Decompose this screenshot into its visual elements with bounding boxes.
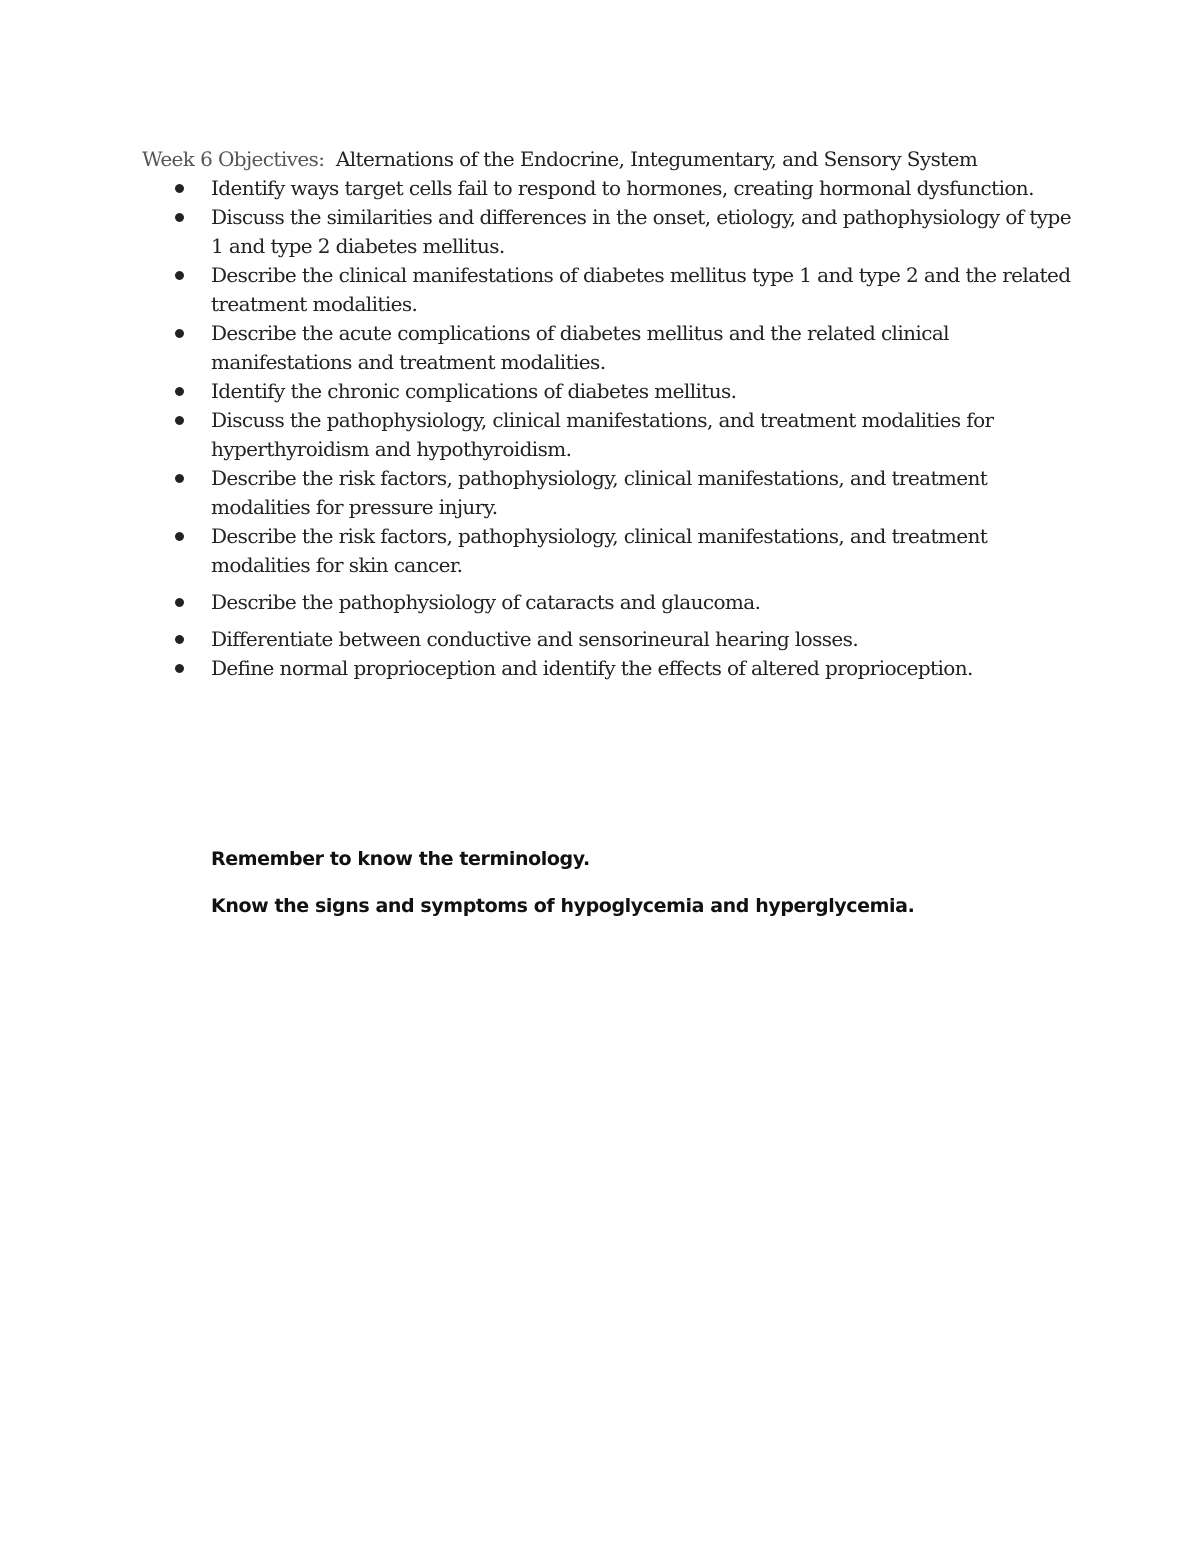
bullet-icon	[175, 635, 184, 644]
objective-text: Describe the risk factors, pathophysiology, clinical manifestations, and treatment modalities for pressure injury.	[211, 466, 988, 519]
objective-text: Identify ways target cells fail to respond to hormones, creating hormonal dysfunction.	[211, 176, 1034, 200]
objective-item	[0, 261, 1071, 319]
bullet-icon	[175, 329, 184, 338]
objective-item	[0, 522, 1071, 580]
bullet-icon	[175, 416, 184, 425]
bullet-icon	[175, 532, 184, 541]
objectives-list	[0, 174, 1200, 683]
terminology-reminder: Remember to know the terminology.	[211, 848, 590, 870]
bullet-icon	[175, 474, 184, 483]
objective-item	[0, 625, 1071, 654]
bullet-icon	[175, 213, 184, 222]
bullet-icon	[175, 387, 184, 396]
objective-text: Discuss the similarities and differences in the onset, etiology, and pathophysiology of type 1 and type 2 diabetes mellitus.	[211, 205, 1071, 258]
objective-item	[0, 203, 1071, 261]
objective-item	[0, 588, 1071, 617]
bullet-icon	[175, 664, 184, 673]
bullet-icon	[175, 598, 184, 607]
objective-item	[0, 174, 1071, 203]
heading-title: Alternations of the Endocrine, Integumentary, and Sensory System	[335, 147, 978, 171]
objective-item	[0, 654, 1071, 683]
bullet-icon	[175, 271, 184, 280]
objective-item	[0, 406, 1071, 464]
glycemia-reminder: Know the signs and symptoms of hypoglycemia and hyperglycemia.	[211, 895, 915, 917]
bullet-icon	[175, 184, 184, 193]
objective-text: Describe the clinical manifestations of diabetes mellitus type 1 and type 2 and the related treatment modalities.	[211, 263, 1071, 316]
objective-text: Describe the risk factors, pathophysiology, clinical manifestations, and treatment modalities for skin cancer.	[211, 524, 988, 577]
objective-text: Define normal proprioception and identify the effects of altered proprioception.	[211, 656, 973, 680]
objective-item	[0, 319, 1071, 377]
objective-item	[0, 377, 1071, 406]
objective-text: Describe the acute complications of diabetes mellitus and the related clinical manifestations and treatment modalities.	[211, 321, 949, 374]
objective-item	[0, 464, 1071, 522]
objective-text: Differentiate between conductive and sensorineural hearing losses.	[211, 627, 859, 651]
objectives-heading	[142, 145, 977, 174]
objective-text: Describe the pathophysiology of cataracts and glaucoma.	[211, 590, 761, 614]
heading-week-label: Week 6 Objectives:	[142, 147, 325, 171]
objective-text: Identify the chronic complications of diabetes mellitus.	[211, 379, 737, 403]
objective-text: Discuss the pathophysiology, clinical manifestations, and treatment modalities for hyperthyroidism and hypothyroidism.	[211, 408, 994, 461]
